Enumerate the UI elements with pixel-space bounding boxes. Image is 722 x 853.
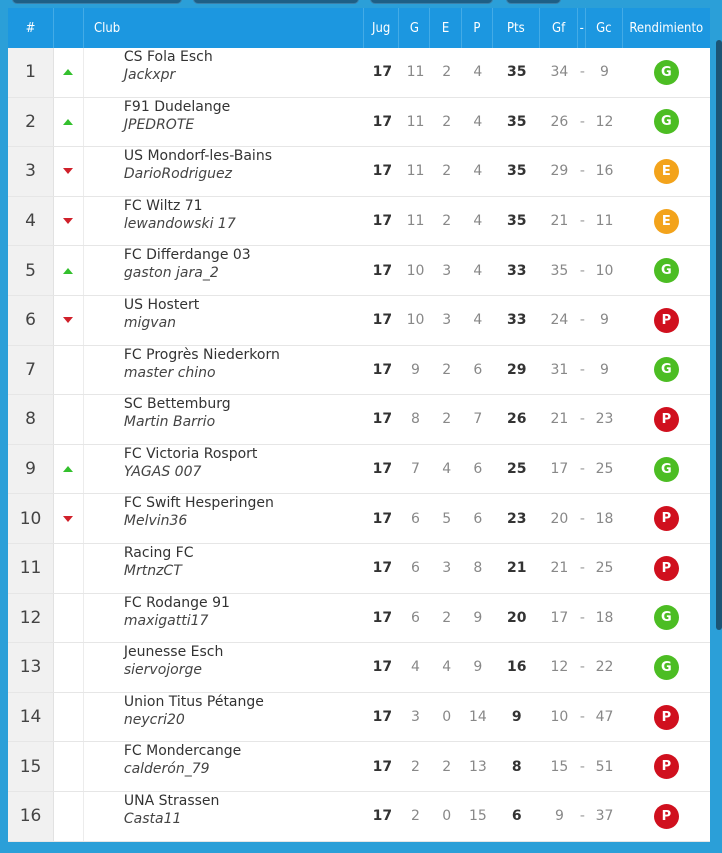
row-rank: 9 — [8, 445, 54, 494]
row-rank: 4 — [8, 197, 54, 246]
row-wins: 4 — [411, 659, 420, 676]
performance-badge: G — [654, 357, 679, 382]
team-name[interactable]: Jeunesse Esch — [123, 644, 224, 661]
row-goals-for: 12 — [550, 659, 569, 676]
row-goals-against: 18 — [595, 510, 614, 527]
row-rank: 2 — [8, 98, 54, 147]
row-losses: 9 — [473, 609, 483, 626]
trend-up-icon — [63, 268, 73, 274]
row-wins: 2 — [411, 758, 420, 775]
row-performance — [623, 48, 710, 97]
row-wins: 6 — [411, 560, 420, 577]
row-played: 17 — [372, 560, 393, 577]
row-dash: - — [579, 709, 585, 726]
row-rank: 1 — [8, 48, 54, 97]
team-name[interactable]: F91 Dudelange — [123, 98, 231, 115]
row-club[interactable] — [84, 346, 365, 395]
row-wins: 11 — [406, 213, 425, 230]
toolbar-tab[interactable] — [193, 0, 359, 4]
row-performance — [623, 643, 710, 692]
row-rank: 3 — [8, 147, 54, 196]
page-scrollbar[interactable] — [716, 40, 722, 630]
row-trend — [54, 594, 84, 643]
row-played: 17 — [372, 659, 393, 676]
row-club[interactable] — [84, 544, 365, 593]
team-name[interactable]: FC Differdange 03 — [123, 247, 251, 264]
row-dash: - — [579, 510, 585, 527]
row-goals-against: 11 — [595, 213, 614, 230]
performance-badge: G — [654, 457, 679, 482]
row-rank: 8 — [8, 395, 54, 444]
row-losses: 6 — [473, 461, 483, 478]
row-performance — [623, 494, 710, 543]
row-played: 17 — [372, 758, 393, 775]
row-losses: 4 — [473, 113, 483, 130]
top-toolbar — [0, 0, 722, 8]
row-wins: 3 — [411, 709, 420, 726]
row-wins: 11 — [406, 163, 425, 180]
row-losses: 4 — [473, 262, 483, 279]
row-goals-for: 31 — [550, 361, 569, 378]
trend-up-icon — [63, 466, 73, 472]
row-draws: 0 — [442, 808, 452, 825]
row-goals-against: 37 — [595, 808, 614, 825]
row-performance — [623, 296, 710, 345]
row-draws: 2 — [442, 113, 452, 130]
row-losses: 13 — [468, 758, 487, 775]
table-row[interactable] — [8, 544, 710, 594]
performance-badge: P — [654, 556, 679, 581]
performance-badge: G — [654, 60, 679, 85]
trend-down-icon — [63, 317, 73, 323]
row-wins: 2 — [411, 808, 420, 825]
row-trend — [54, 544, 84, 593]
header-club[interactable]: Club — [84, 8, 364, 48]
performance-badge: G — [654, 109, 679, 134]
row-dash: - — [579, 758, 585, 775]
row-played: 17 — [372, 312, 393, 329]
row-goals-for: 29 — [550, 163, 569, 180]
row-points: 16 — [506, 659, 527, 676]
row-goals-against: 18 — [595, 609, 614, 626]
row-goals-for: 9 — [554, 808, 564, 825]
row-draws: 3 — [442, 262, 452, 279]
team-name[interactable]: FC Swift Hesperingen — [123, 495, 274, 512]
row-dash: - — [579, 411, 585, 428]
row-played: 17 — [372, 510, 393, 527]
row-played: 17 — [372, 411, 393, 428]
row-performance — [623, 792, 710, 841]
row-played: 17 — [372, 213, 393, 230]
row-points: 33 — [506, 312, 527, 329]
row-played: 17 — [372, 64, 393, 81]
row-points: 35 — [506, 163, 527, 180]
row-losses: 4 — [473, 213, 483, 230]
header-wins[interactable]: G — [399, 8, 430, 48]
row-goals-for: 20 — [550, 510, 569, 527]
row-wins: 11 — [406, 113, 425, 130]
footer — [0, 843, 722, 853]
manager-name[interactable]: maxigatti17 — [123, 612, 209, 629]
row-rank: 16 — [8, 792, 54, 841]
row-rank: 15 — [8, 742, 54, 791]
row-trend — [54, 296, 84, 345]
row-goals-against: 12 — [595, 113, 614, 130]
row-points: 25 — [506, 461, 527, 478]
row-trend — [54, 395, 84, 444]
table-row[interactable] — [8, 98, 710, 148]
row-trend — [54, 792, 84, 841]
row-wins: 10 — [406, 262, 425, 279]
row-goals-against: 9 — [600, 312, 609, 329]
trend-up-icon — [63, 69, 73, 75]
header-draws[interactable]: E — [430, 8, 462, 48]
row-goals-against: 9 — [600, 361, 609, 378]
row-dash: - — [579, 609, 585, 626]
team-name[interactable]: FC Rodange 91 — [123, 594, 230, 611]
row-points: 20 — [506, 609, 527, 626]
table-row[interactable] — [8, 346, 710, 396]
row-played: 17 — [372, 808, 393, 825]
row-rank: 5 — [8, 246, 54, 295]
row-goals-for: 21 — [550, 560, 569, 577]
performance-badge: P — [654, 308, 679, 333]
table-row[interactable] — [8, 197, 710, 247]
header-trend — [54, 8, 84, 48]
team-name[interactable]: SC Bettemburg — [123, 396, 231, 413]
row-goals-against: 16 — [595, 163, 614, 180]
row-goals-for: 10 — [550, 709, 569, 726]
row-club[interactable] — [84, 395, 365, 444]
row-dash: - — [579, 113, 585, 130]
row-rank: 10 — [8, 494, 54, 543]
header-goals-against[interactable]: Gc — [586, 8, 623, 48]
row-losses: 4 — [473, 163, 483, 180]
standings-table — [8, 8, 710, 842]
header-losses[interactable]: P — [462, 8, 493, 48]
row-draws: 5 — [442, 510, 452, 527]
manager-name[interactable]: siervojorge — [123, 662, 202, 679]
toolbar-tab[interactable] — [370, 0, 493, 4]
row-points: 23 — [506, 510, 527, 527]
performance-badge: G — [654, 655, 679, 680]
row-draws: 2 — [442, 758, 452, 775]
row-performance — [623, 346, 710, 395]
row-wins: 9 — [411, 361, 420, 378]
row-points: 35 — [506, 113, 527, 130]
row-draws: 2 — [442, 64, 452, 81]
row-draws: 4 — [442, 659, 452, 676]
header-goals-for[interactable]: Gf — [540, 8, 578, 48]
row-dash: - — [579, 808, 585, 825]
row-played: 17 — [372, 709, 393, 726]
row-performance — [623, 246, 710, 295]
row-losses: 8 — [473, 560, 483, 577]
row-wins: 6 — [411, 510, 420, 527]
row-club[interactable] — [84, 296, 365, 345]
row-played: 17 — [372, 361, 393, 378]
row-dash: - — [579, 361, 585, 378]
table-row[interactable] — [8, 48, 710, 98]
performance-badge: P — [654, 705, 679, 730]
manager-name[interactable]: JPEDROTE — [123, 116, 195, 133]
row-goals-for: 17 — [550, 461, 569, 478]
row-played: 17 — [372, 262, 393, 279]
row-wins: 10 — [406, 312, 425, 329]
row-performance — [623, 197, 710, 246]
performance-badge: G — [654, 605, 679, 630]
row-performance — [623, 445, 710, 494]
row-goals-for: 17 — [550, 609, 569, 626]
row-dash: - — [579, 560, 585, 577]
team-name[interactable]: Racing FC — [123, 544, 194, 561]
row-club[interactable] — [84, 792, 365, 841]
row-draws: 3 — [442, 560, 452, 577]
row-performance — [623, 594, 710, 643]
row-goals-against: 51 — [595, 758, 614, 775]
row-goals-against: 9 — [600, 64, 609, 81]
manager-name[interactable]: master chino — [123, 364, 216, 381]
row-club[interactable] — [84, 197, 365, 246]
manager-name[interactable]: Casta11 — [123, 810, 182, 827]
table-row[interactable] — [8, 445, 710, 495]
row-points: 8 — [511, 758, 522, 775]
trend-down-icon — [63, 168, 73, 174]
row-dash: - — [579, 163, 585, 180]
row-performance — [623, 98, 710, 147]
row-points: 26 — [506, 411, 527, 428]
row-rank: 14 — [8, 693, 54, 742]
row-trend — [54, 246, 84, 295]
row-goals-for: 21 — [550, 213, 569, 230]
row-performance — [623, 544, 710, 593]
manager-name[interactable]: MrtnzCT — [123, 562, 182, 579]
header-points[interactable]: Pts — [493, 8, 540, 48]
toolbar-tab[interactable] — [12, 0, 182, 4]
row-losses: 6 — [473, 510, 483, 527]
team-name[interactable]: US Mondorf-les-Bains — [123, 148, 272, 165]
row-performance — [623, 693, 710, 742]
table-row[interactable] — [8, 742, 710, 792]
performance-badge: P — [654, 754, 679, 779]
row-losses: 6 — [473, 361, 483, 378]
row-goals-for: 35 — [550, 262, 569, 279]
row-draws: 2 — [442, 163, 452, 180]
row-dash: - — [579, 461, 585, 478]
row-rank: 7 — [8, 346, 54, 395]
row-trend — [54, 197, 84, 246]
table-row[interactable] — [8, 792, 710, 842]
row-club[interactable] — [84, 445, 365, 494]
table-row[interactable] — [8, 494, 710, 544]
row-rank: 13 — [8, 643, 54, 692]
manager-name[interactable]: neycri20 — [123, 711, 185, 728]
team-name[interactable]: FC Victoria Rosport — [123, 445, 258, 462]
performance-badge: P — [654, 407, 679, 432]
row-losses: 4 — [473, 312, 483, 329]
row-wins: 11 — [406, 64, 425, 81]
row-points: 33 — [506, 262, 527, 279]
row-goals-for: 21 — [550, 411, 569, 428]
team-name[interactable]: CS Fola Esch — [123, 49, 213, 65]
table-row[interactable] — [8, 693, 710, 743]
row-losses: 7 — [473, 411, 483, 428]
row-club[interactable] — [84, 494, 365, 543]
row-performance — [623, 742, 710, 791]
performance-badge: E — [654, 159, 679, 184]
row-dash: - — [579, 659, 585, 676]
table-row[interactable] — [8, 395, 710, 445]
table-row[interactable] — [8, 594, 710, 644]
row-goals-against: 23 — [595, 411, 614, 428]
row-trend — [54, 445, 84, 494]
performance-badge: P — [654, 506, 679, 531]
header-dash: - — [578, 8, 586, 48]
table-row[interactable] — [8, 147, 710, 197]
performance-badge: E — [654, 209, 679, 234]
row-rank: 6 — [8, 296, 54, 345]
row-performance — [623, 395, 710, 444]
row-goals-against: 47 — [595, 709, 614, 726]
manager-name[interactable]: migvan — [123, 314, 177, 331]
row-draws: 2 — [442, 411, 452, 428]
performance-badge: G — [654, 258, 679, 283]
standings-header — [8, 8, 710, 48]
row-wins: 8 — [411, 411, 420, 428]
row-rank: 11 — [8, 544, 54, 593]
row-trend — [54, 693, 84, 742]
row-wins: 7 — [411, 461, 420, 478]
row-club[interactable] — [84, 98, 365, 147]
team-name[interactable]: FC Progrès Niederkorn — [123, 346, 280, 363]
row-trend — [54, 48, 84, 97]
row-dash: - — [579, 312, 585, 329]
row-club[interactable] — [84, 246, 365, 295]
team-name[interactable]: Union Titus Pétange — [123, 693, 264, 710]
manager-name[interactable]: Melvin36 — [123, 513, 188, 530]
row-dash: - — [579, 262, 585, 279]
manager-name[interactable]: Martin Barrio — [123, 414, 216, 431]
trend-up-icon — [63, 119, 73, 125]
row-club[interactable] — [84, 147, 365, 196]
row-goals-against: 25 — [595, 461, 614, 478]
row-goals-for: 15 — [550, 758, 569, 775]
row-trend — [54, 494, 84, 543]
row-losses: 15 — [468, 808, 487, 825]
manager-name[interactable]: lewandowski 17 — [123, 215, 236, 232]
trend-down-icon — [63, 516, 73, 522]
manager-name[interactable]: DarioRodriguez — [123, 166, 232, 183]
header-played[interactable]: Jug — [364, 8, 400, 48]
manager-name[interactable]: YAGAS 007 — [123, 463, 202, 480]
row-draws: 2 — [442, 213, 452, 230]
row-goals-against: 10 — [595, 262, 614, 279]
row-trend — [54, 98, 84, 147]
table-row[interactable] — [8, 643, 710, 693]
row-wins: 6 — [411, 609, 420, 626]
row-club[interactable] — [84, 693, 365, 742]
row-goals-for: 26 — [550, 113, 569, 130]
toolbar-tab[interactable] — [506, 0, 561, 4]
row-goals-against: 22 — [595, 659, 614, 676]
row-losses: 14 — [468, 709, 487, 726]
row-played: 17 — [372, 461, 393, 478]
row-points: 35 — [506, 64, 527, 81]
manager-name[interactable]: gaston jara_2 — [123, 265, 219, 282]
row-performance — [623, 147, 710, 196]
row-draws: 4 — [442, 461, 452, 478]
row-points: 6 — [511, 808, 522, 825]
manager-name[interactable]: calderón_79 — [123, 761, 210, 778]
row-trend — [54, 346, 84, 395]
row-played: 17 — [372, 609, 393, 626]
row-dash: - — [579, 64, 585, 81]
manager-name[interactable]: Jackxpr — [123, 67, 176, 83]
team-name[interactable]: FC Wiltz 71 — [123, 197, 203, 214]
row-goals-against: 25 — [595, 560, 614, 577]
row-club[interactable] — [84, 643, 365, 692]
row-club[interactable] — [84, 742, 365, 791]
standings-body — [8, 48, 710, 842]
row-draws: 2 — [442, 361, 452, 378]
row-points: 21 — [506, 560, 527, 577]
row-played: 17 — [372, 113, 393, 130]
row-goals-for: 24 — [550, 312, 569, 329]
row-goals-for: 34 — [550, 64, 569, 81]
row-losses: 9 — [473, 659, 483, 676]
row-club[interactable] — [84, 594, 365, 643]
row-trend — [54, 742, 84, 791]
row-points: 9 — [511, 709, 522, 726]
table-row[interactable] — [8, 246, 710, 296]
header-rank[interactable]: # — [8, 8, 54, 48]
performance-badge: P — [654, 804, 679, 829]
header-performance[interactable]: Rendimiento — [629, 20, 704, 36]
trend-down-icon — [63, 218, 73, 224]
row-rank: 12 — [8, 594, 54, 643]
row-points: 29 — [506, 361, 527, 378]
team-name[interactable]: UNA Strassen — [123, 792, 220, 809]
team-name[interactable]: FC Mondercange — [123, 743, 242, 760]
row-points: 35 — [506, 213, 527, 230]
row-losses: 4 — [473, 64, 483, 81]
row-trend — [54, 643, 84, 692]
team-name[interactable]: US Hostert — [123, 296, 200, 313]
row-club[interactable] — [84, 48, 365, 97]
row-dash: - — [579, 213, 585, 230]
row-draws: 2 — [442, 609, 452, 626]
row-draws: 3 — [442, 312, 452, 329]
table-row[interactable] — [8, 296, 710, 346]
row-draws: 0 — [442, 709, 452, 726]
row-trend — [54, 147, 84, 196]
row-played: 17 — [372, 163, 393, 180]
